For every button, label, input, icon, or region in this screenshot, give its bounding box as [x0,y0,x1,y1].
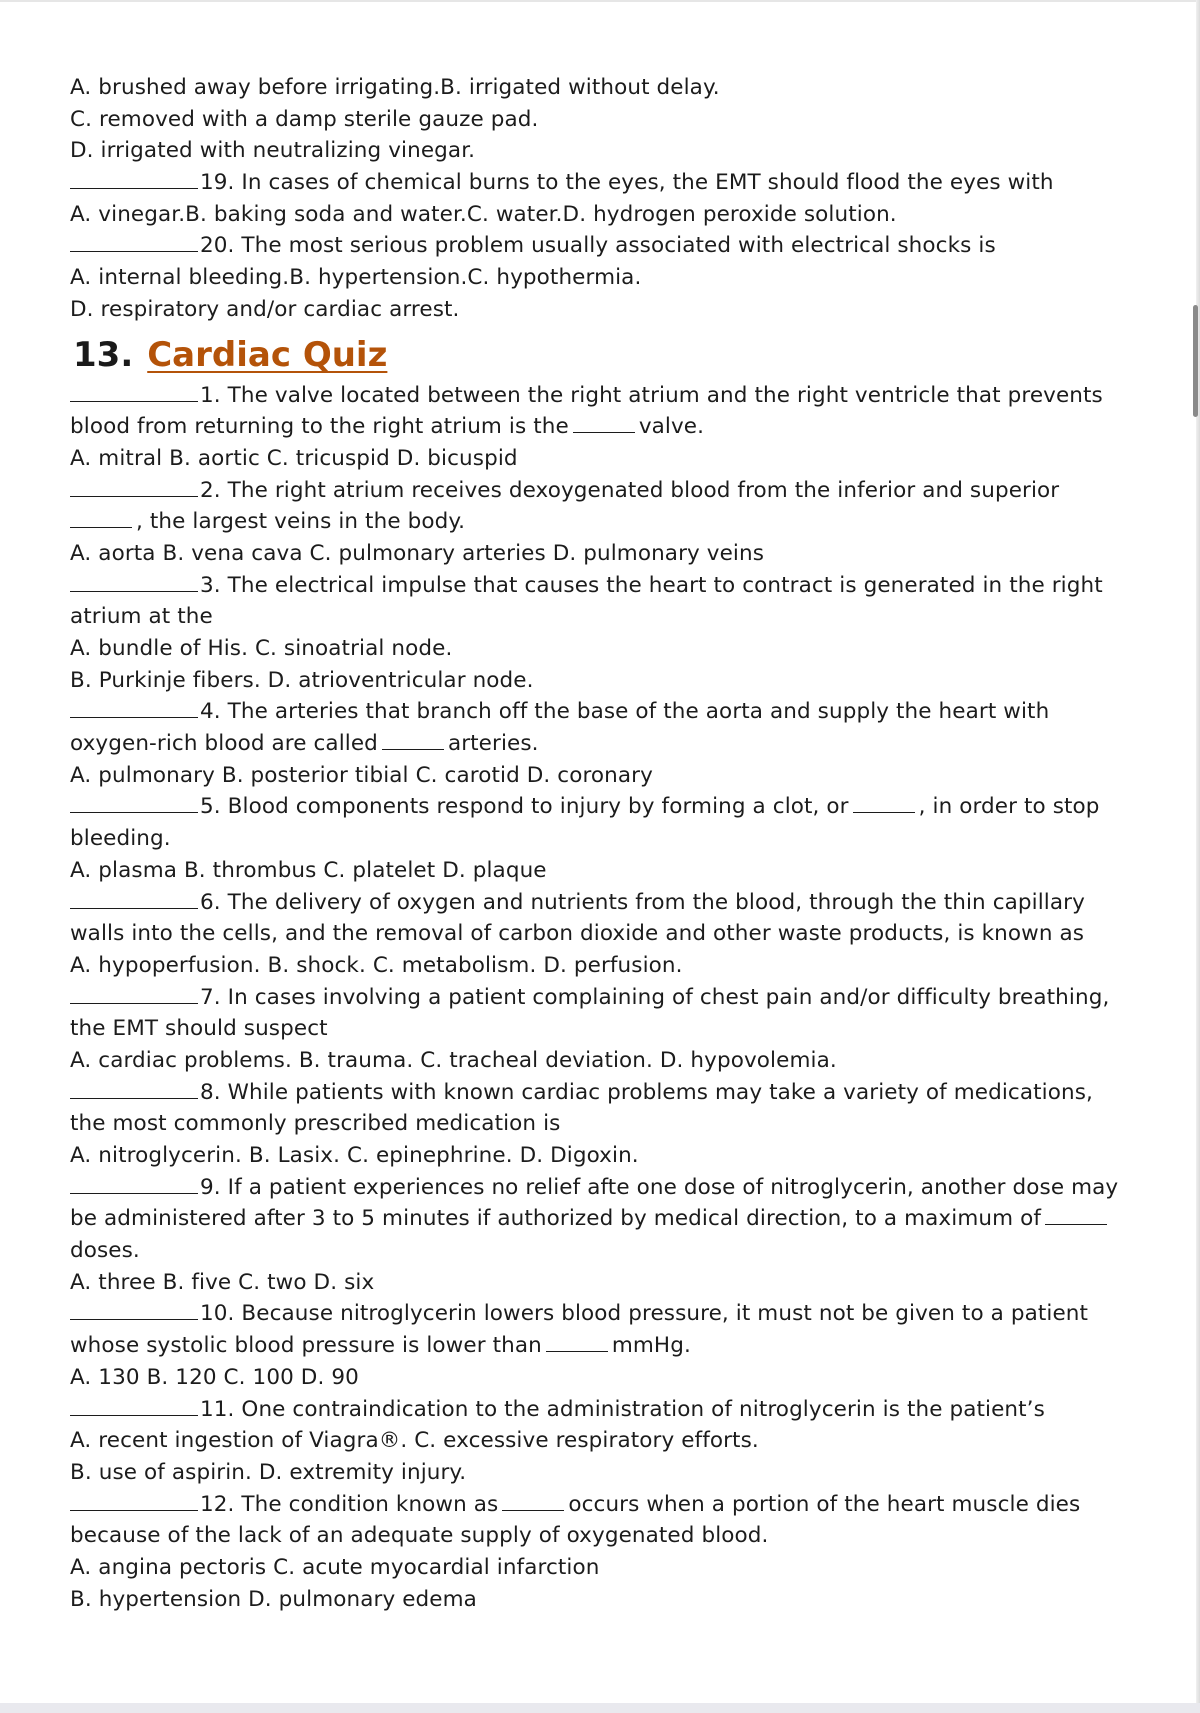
answer-blank[interactable] [70,233,198,252]
question-text: 2. The right atrium receives dexoygenated blood from the inferior and superior [200,477,1060,503]
question-6 [70,887,1140,919]
question-9-continued: doses. [70,1238,140,1264]
question-7-options: A. cardiac problems. B. trauma. C. tracheal deviation. D. hypovolemia. [70,1047,837,1073]
question-text: 1. The valve located between the right atrium and the right ventricle that prevents [200,382,1103,408]
answer-blank[interactable] [70,1301,198,1320]
question-9-options: A. three B. five C. two D. six [70,1269,375,1295]
question-9 [70,1172,1140,1204]
question-text: 19. In cases of chemical burns to the eyes, the EMT should flood the eyes with [200,170,1054,196]
question-text: oxygen-rich blood are called [70,731,378,757]
question-19-options: A. vinegar.B. baking soda and water.C. water.D. hydrogen peroxide solution. [70,201,897,227]
question-text: 3. The electrical impulse that causes the heart to contract is generated in the right [200,572,1103,598]
question-text: , in order to stop [918,794,1100,820]
question-10 [70,1298,1140,1330]
question-2 [70,475,1140,507]
question-12-options: A. angina pectoris C. acute myocardial infarction [70,1554,600,1580]
question-text: , the largest veins in the body. [136,509,466,535]
question-text: arteries. [447,731,539,757]
question-1-options: A. mitral B. aortic C. tricuspid D. bicuspid [70,445,518,471]
page-right-edge [1196,0,1200,1713]
question-9-continued [70,1203,1140,1235]
question-text: 8. While patients with known cardiac problems may take a variety of medications, [200,1079,1093,1105]
question-5-continued: bleeding. [70,826,171,852]
question-5-options: A. plasma B. thrombus C. platelet D. plaque [70,857,547,883]
question-text: 7. In cases involving a patient complaining of chest pain and/or difficulty breathing, [200,984,1110,1010]
question-10-continued [70,1330,1140,1362]
question-7 [70,982,1140,1014]
fill-blank[interactable] [546,1333,608,1352]
page-top-edge [0,0,1200,2]
question-11-options: A. recent ingestion of Viagra®. C. excessive respiratory efforts. [70,1428,759,1454]
section-title: Cardiac Quiz [147,334,388,375]
question-19 [70,167,1140,199]
question-text: whose systolic blood pressure is lower than [70,1333,542,1359]
answer-blank[interactable] [70,890,198,909]
question-8-options: A. nitroglycerin. B. Lasix. C. epinephrine. D. Digoxin. [70,1143,639,1168]
answer-blank[interactable] [70,1397,198,1416]
option-line: A. brushed away before irrigating.B. irrigated without delay. [70,75,720,100]
answer-blank[interactable] [70,383,198,402]
answer-blank[interactable] [70,573,198,592]
question-12-options: B. hypertension D. pulmonary edema [70,1586,477,1612]
question-text: blood from returning to the right atrium is the [70,414,569,440]
answer-blank[interactable] [70,1175,198,1194]
answer-blank[interactable] [70,1492,198,1511]
question-2-options: A. aorta B. vena cava C. pulmonary arteries D. pulmonary veins [70,540,765,566]
fill-blank[interactable] [502,1492,564,1511]
question-6-options: A. hypoperfusion. B. shock. C. metabolism. D. perfusion. [70,952,683,978]
fill-blank[interactable] [853,794,915,813]
question-text: 11. One contraindication to the administration of nitroglycerin is the patient’s [200,1396,1045,1422]
question-8-continued: the most commonly prescribed medication is [70,1111,561,1137]
question-8 [70,1077,1140,1109]
question-text: 4. The arteries that branch off the base of the aorta and supply the heart with [200,699,1050,725]
fill-blank[interactable] [382,731,444,750]
question-6-continued: walls into the cells, and the removal of carbon dioxide and other waste products, is known as [70,921,1085,947]
question-text: valve. [638,414,705,440]
question-4-options: A. pulmonary B. posterior tibial C. carotid D. coronary [70,762,653,788]
question-10-options: A. 130 B. 120 C. 100 D. 90 [70,1364,359,1390]
answer-blank[interactable] [70,699,198,718]
question-text: mmHg. [611,1333,691,1359]
question-3 [70,570,1140,602]
section-number: 13. [73,334,134,375]
question-3-options: A. bundle of His. C. sinoatrial node. [70,636,453,661]
answer-blank[interactable] [70,794,198,813]
answer-blank[interactable] [70,1080,198,1099]
quiz-content [70,72,1140,1615]
question-1-continued [70,411,1140,443]
question-7-continued: the EMT should suspect [70,1016,328,1042]
fill-blank[interactable] [70,509,132,528]
question-12 [70,1489,1140,1521]
question-1 [70,380,1140,412]
question-text: be administered after 3 to 5 minutes if authorized by medical direction, to a maximum of [70,1206,1041,1232]
scrollbar-thumb[interactable] [1193,305,1198,417]
question-5 [70,791,1140,823]
question-3-continued: atrium at the [70,604,213,630]
option-line: D. irrigated with neutralizing vinegar. [70,138,476,164]
question-text: 20. The most serious problem usually associated with electrical shocks is [200,233,996,259]
question-20-options: D. respiratory and/or cardiac arrest. [70,296,460,322]
question-4-continued [70,728,1140,760]
question-3-options: B. Purkinje fibers. D. atrioventricular node. [70,667,534,693]
question-12-continued: because of the lack of an adequate supply of oxygenated blood. [70,1523,769,1549]
question-text: 9. If a patient experiences no relief afte one dose of nitroglycerin, another dose may [200,1174,1119,1200]
question-text: 12. The condition known as [200,1491,499,1517]
question-text: 5. Blood components respond to injury by forming a clot, or [200,794,849,820]
answer-blank[interactable] [70,478,198,497]
question-2-continued [70,506,1140,538]
section-heading [73,330,1140,380]
question-11-options: B. use of aspirin. D. extremity injury. [70,1459,467,1485]
fill-blank[interactable] [1045,1206,1107,1225]
page-bottom-edge [0,1703,1200,1713]
question-20 [70,230,1140,262]
question-11 [70,1394,1140,1426]
fill-blank[interactable] [573,414,635,433]
question-20-options: A. internal bleeding.B. hypertension.C. hypothermia. [70,265,642,291]
option-line: C. removed with a damp sterile gauze pad. [70,106,539,132]
question-text: 10. Because nitroglycerin lowers blood pressure, it must not be given to a patient [200,1301,1089,1327]
answer-blank[interactable] [70,170,198,189]
answer-blank[interactable] [70,985,198,1004]
question-text: occurs when a portion of the heart muscle dies [568,1491,1081,1517]
question-text: 6. The delivery of oxygen and nutrients from the blood, through the thin capillary [200,889,1085,915]
question-4 [70,696,1140,728]
